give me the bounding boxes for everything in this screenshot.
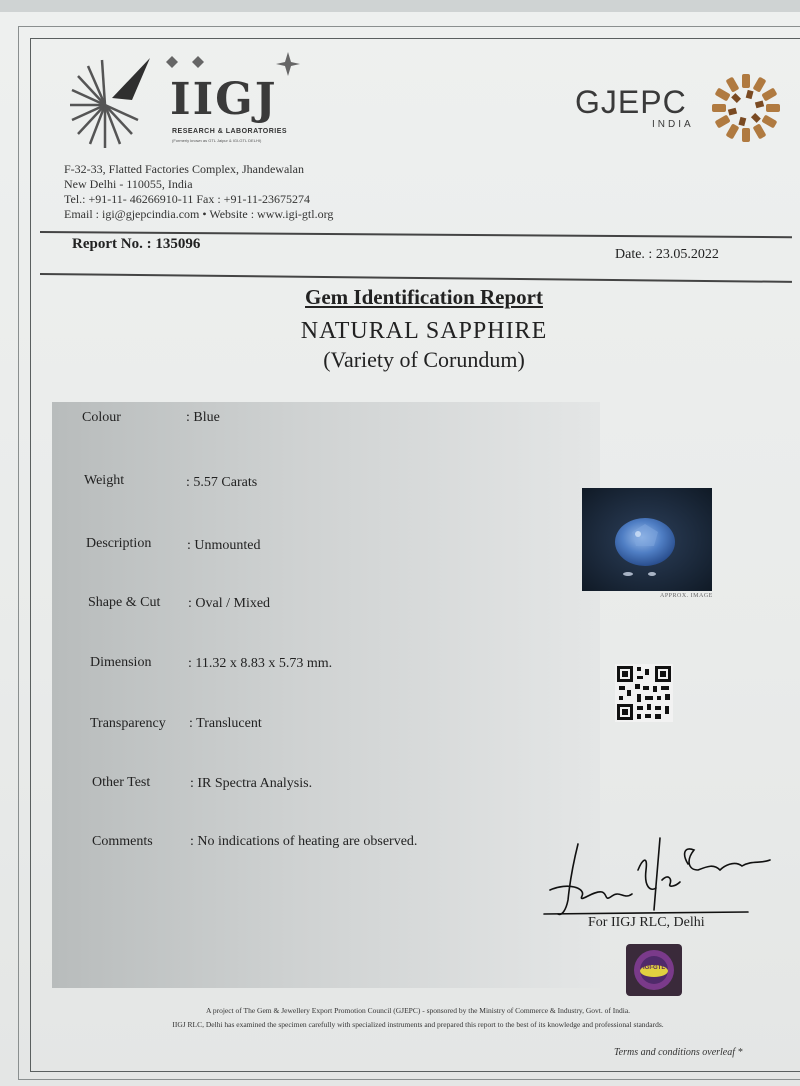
detail-label-dimension: Dimension	[90, 655, 152, 670]
details-panel	[52, 402, 600, 988]
iigj-brand-subtitle: RESEARCH & LABORATORIES	[172, 128, 288, 135]
gem-photo-image	[582, 488, 712, 591]
gjepc-name: GJEPC	[575, 84, 687, 120]
detail-label-comments: Comments	[92, 834, 153, 849]
detail-value-transparency: : Translucent	[189, 716, 262, 731]
detail-value-weight: : 5.57 Carats	[186, 475, 258, 490]
detail-value-colour: : Blue	[186, 410, 220, 425]
footer-examination-note: IIGJ RLC, Delhi has examined the specimen carefully with specialized instruments and prepared this report to the best of its knowledge and professional standards.	[172, 1020, 664, 1029]
detail-value-description: : Unmounted	[187, 538, 261, 553]
hologram-text: IGI-GTL	[643, 965, 665, 971]
contact-line: Tel.: +91-11- 46266910-11 Fax : +91-11-23675274	[64, 192, 310, 206]
qr-code-icon[interactable]	[615, 664, 673, 722]
report-number: Report No. : 135096	[72, 236, 201, 252]
address-line-2: New Delhi - 110055, India	[64, 177, 193, 191]
stone-name: NATURAL SAPPHIRE	[300, 318, 548, 344]
detail-label-colour: Colour	[82, 410, 121, 425]
address-line-1: F-32-33, Flatted Factories Complex, Jhandewalan	[64, 162, 304, 176]
detail-value-dimension: : 11.32 x 8.83 x 5.73 mm.	[188, 656, 333, 671]
detail-label-other-test: Other Test	[92, 775, 151, 790]
stone-variety: (Variety of Corundum)	[323, 347, 525, 372]
signatory-line: For IIGJ RLC, Delhi	[588, 915, 705, 930]
detail-label-weight: Weight	[84, 473, 125, 488]
email-website-line: Email : igi@gjepcindia.com • Website : www.igi-gtl.org	[64, 207, 334, 221]
handwritten-signature	[538, 830, 778, 925]
report-date: Date. : 23.05.2022	[615, 247, 719, 262]
iigj-brand-name: IIGJ	[170, 74, 278, 125]
approx-image-caption: APPROX. IMAGE	[660, 593, 713, 599]
detail-value-shape-cut: : Oval / Mixed	[188, 596, 271, 611]
footer-project-note: A project of The Gem & Jewellery Export Promotion Council (GJEPC) - sponsored by the Ministry of Commerce & Industry, Govt. of India.	[205, 1006, 631, 1015]
gjepc-country: INDIA	[652, 119, 694, 130]
report-title: Gem Identification Report	[305, 285, 543, 309]
detail-label-shape-cut: Shape & Cut	[88, 595, 161, 610]
terms-link[interactable]: Terms and conditions overleaf *	[614, 1047, 743, 1058]
detail-value-other-test: : IR Spectra Analysis.	[190, 776, 313, 791]
gjepc-emblem-icon	[570, 70, 785, 150]
detail-label-transparency: Transparency	[90, 716, 166, 731]
detail-label-description: Description	[86, 536, 152, 551]
detail-value-comments: : No indications of heating are observed.	[190, 834, 418, 849]
iigj-brand-note: (Formerly known as GTL Jaipur & IGI-GTL DELHI)	[172, 138, 262, 143]
